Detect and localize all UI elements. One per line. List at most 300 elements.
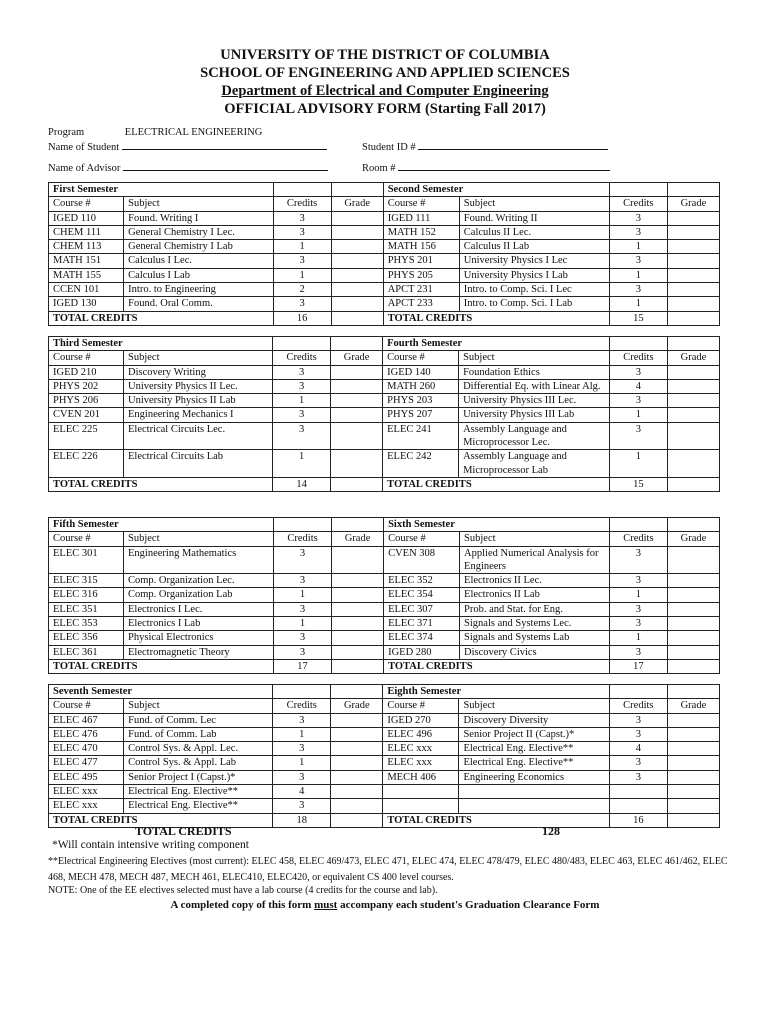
semester-title: First Semester bbox=[49, 183, 274, 197]
grade-cell[interactable] bbox=[331, 742, 383, 756]
semester-block-4 bbox=[48, 684, 720, 828]
course-code: IGED 140 bbox=[383, 365, 459, 379]
grade-cell[interactable] bbox=[667, 785, 719, 799]
total-credits-value: 17 bbox=[609, 659, 667, 673]
course-subject: General Chemistry I Lab bbox=[124, 240, 273, 254]
course-code: ELEC 353 bbox=[49, 617, 124, 631]
course-code: PHYS 203 bbox=[383, 394, 459, 408]
grade-cell[interactable] bbox=[667, 268, 719, 282]
course-code: ELEC xxx bbox=[49, 799, 124, 813]
col-credits: Credits bbox=[609, 197, 667, 211]
course-credits: 3 bbox=[609, 422, 667, 450]
grade-cell[interactable] bbox=[331, 770, 383, 784]
grade-cell[interactable] bbox=[331, 283, 383, 297]
table-row bbox=[49, 645, 720, 659]
col-course: Course # bbox=[49, 351, 124, 365]
course-subject: Differential Eq. with Linear Alg. bbox=[459, 379, 610, 393]
course-credits: 3 bbox=[274, 546, 332, 574]
grade-cell[interactable] bbox=[667, 408, 719, 422]
grade-cell[interactable] bbox=[667, 602, 719, 616]
semester-title: Third Semester bbox=[49, 337, 273, 351]
total-row bbox=[49, 311, 720, 325]
course-code: ELEC 225 bbox=[49, 422, 124, 450]
student-id-field[interactable] bbox=[418, 140, 608, 150]
course-code: ELEC 307 bbox=[384, 602, 460, 616]
column-header-row bbox=[49, 699, 720, 713]
room-field[interactable] bbox=[398, 161, 610, 171]
grade-cell[interactable] bbox=[667, 546, 719, 574]
course-credits: 1 bbox=[273, 727, 331, 741]
col-course: Course # bbox=[383, 699, 459, 713]
course-credits: 3 bbox=[273, 379, 331, 393]
course-credits: 3 bbox=[609, 574, 667, 588]
col-credits: Credits bbox=[609, 532, 667, 546]
col-subject: Subject bbox=[459, 351, 610, 365]
course-code: MATH 151 bbox=[49, 254, 124, 268]
course-code: CVEN 201 bbox=[49, 408, 124, 422]
table-row bbox=[49, 617, 720, 631]
table-row bbox=[49, 240, 720, 254]
electives-note: **Electrical Engineering Electives (most current): ELEC 458, ELEC 469/473, ELEC 471, ELEC 474, ELEC 478/479, ELEC 480/483, ELEC 463, ELEC 461/462, ELEC 468, MECH 478, MECH 487, MECH 461, ELEC410, ELEC420, or equivalent CS 400 level courses. bbox=[48, 856, 728, 883]
course-subject: Electrical Circuits Lab bbox=[124, 450, 273, 478]
course-code: MATH 155 bbox=[49, 268, 124, 282]
grade-cell[interactable] bbox=[667, 756, 719, 770]
col-credits: Credits bbox=[609, 351, 667, 365]
grade-cell[interactable] bbox=[331, 450, 383, 478]
course-credits: 3 bbox=[609, 617, 667, 631]
course-subject: Electrical Circuits Lec. bbox=[124, 422, 273, 450]
course-subject: Assembly Language and Microprocessor Lec. bbox=[459, 422, 610, 450]
course-code: IGED 280 bbox=[384, 645, 460, 659]
course-credits: 3 bbox=[273, 770, 331, 784]
course-code: ELEC xxx bbox=[383, 756, 459, 770]
col-course: Course # bbox=[49, 532, 124, 546]
column-header-row bbox=[49, 532, 720, 546]
total-credits-label: TOTAL CREDITS bbox=[49, 659, 274, 673]
total-credits-label: TOTAL CREDITS bbox=[383, 477, 610, 491]
course-subject: Engineering Mechanics I bbox=[124, 408, 273, 422]
table-row bbox=[49, 574, 720, 588]
total-credits-label: TOTAL CREDITS bbox=[49, 311, 274, 325]
table-row bbox=[49, 588, 720, 602]
course-subject: Foundation Ethics bbox=[459, 365, 610, 379]
total-credits-value: 18 bbox=[273, 813, 331, 827]
course-credits: 3 bbox=[273, 365, 331, 379]
course-subject bbox=[459, 799, 609, 813]
grade-cell[interactable] bbox=[332, 574, 384, 588]
course-subject: Electronics I Lab bbox=[124, 617, 274, 631]
course-code: ELEC 315 bbox=[49, 574, 124, 588]
course-subject: University Physics I Lab bbox=[459, 268, 609, 282]
course-code: MATH 156 bbox=[383, 240, 459, 254]
course-code: ELEC 477 bbox=[49, 756, 124, 770]
course-code bbox=[383, 785, 459, 799]
grade-cell[interactable] bbox=[331, 268, 383, 282]
grade-cell[interactable] bbox=[331, 727, 383, 741]
course-credits: 3 bbox=[609, 727, 667, 741]
course-code: ELEC 241 bbox=[383, 422, 459, 450]
grade-cell[interactable] bbox=[331, 211, 383, 225]
course-credits: 2 bbox=[273, 283, 331, 297]
course-subject: Discovery Writing bbox=[124, 365, 273, 379]
semester-title-row bbox=[49, 183, 720, 197]
course-subject: Discovery Civics bbox=[460, 645, 610, 659]
course-code: MATH 152 bbox=[383, 225, 459, 239]
table-row bbox=[49, 268, 720, 282]
col-course: Course # bbox=[383, 197, 459, 211]
col-grade: Grade bbox=[667, 351, 719, 365]
table-row bbox=[49, 379, 720, 393]
grade-cell[interactable] bbox=[667, 283, 719, 297]
grade-cell[interactable] bbox=[667, 240, 719, 254]
course-credits: 3 bbox=[273, 225, 331, 239]
table-row bbox=[49, 713, 720, 727]
course-credits: 1 bbox=[273, 756, 331, 770]
semester-title: Fourth Semester bbox=[383, 337, 610, 351]
course-credits: 3 bbox=[609, 713, 667, 727]
advisor-label: Name of Advisor bbox=[48, 163, 121, 174]
course-subject: Fund. of Comm. Lab bbox=[124, 727, 273, 741]
table-row bbox=[49, 254, 720, 268]
room-row bbox=[362, 161, 610, 175]
grade-cell[interactable] bbox=[331, 785, 383, 799]
grade-cell[interactable] bbox=[667, 450, 719, 478]
course-code: CHEM 113 bbox=[49, 240, 124, 254]
total-credits-value: 15 bbox=[609, 311, 667, 325]
grade-cell[interactable] bbox=[332, 645, 384, 659]
total-credits-value: 16 bbox=[609, 813, 667, 827]
col-subject: Subject bbox=[459, 699, 609, 713]
table-row bbox=[49, 422, 720, 450]
course-code: ELEC xxx bbox=[49, 785, 124, 799]
semester-title-row bbox=[49, 337, 720, 351]
grade-cell[interactable] bbox=[332, 546, 384, 574]
semester-title-row bbox=[49, 518, 720, 532]
col-credits: Credits bbox=[273, 351, 331, 365]
program-row bbox=[48, 126, 262, 139]
course-code: ELEC 242 bbox=[383, 450, 459, 478]
table-row bbox=[49, 394, 720, 408]
course-subject: University Physics I Lec bbox=[459, 254, 609, 268]
col-grade: Grade bbox=[667, 197, 719, 211]
writing-note: *Will contain intensive writing component bbox=[52, 839, 249, 851]
grade-cell[interactable] bbox=[331, 713, 383, 727]
table-row bbox=[49, 211, 720, 225]
grade-cell[interactable] bbox=[332, 631, 384, 645]
course-subject: Control Sys. & Appl. Lec. bbox=[124, 742, 273, 756]
course-code: IGED 110 bbox=[49, 211, 124, 225]
course-credits: 3 bbox=[274, 574, 332, 588]
course-credits: 1 bbox=[274, 588, 332, 602]
semester-title: Eighth Semester bbox=[383, 685, 609, 699]
course-credits: 3 bbox=[274, 631, 332, 645]
program-label: Program bbox=[48, 127, 85, 138]
grand-total-label: TOTAL CREDITS bbox=[135, 824, 232, 838]
course-subject: General Chemistry I Lec. bbox=[124, 225, 273, 239]
grade-cell[interactable] bbox=[331, 225, 383, 239]
course-code: CVEN 308 bbox=[384, 546, 460, 574]
table-row bbox=[49, 785, 720, 799]
course-credits bbox=[609, 785, 667, 799]
course-code: ELEC 301 bbox=[49, 546, 124, 574]
course-credits: 1 bbox=[609, 450, 667, 478]
grade-cell[interactable] bbox=[331, 379, 383, 393]
advisor-row bbox=[48, 161, 328, 175]
grade-cell[interactable] bbox=[331, 422, 383, 450]
grade-cell[interactable] bbox=[331, 394, 383, 408]
course-code: ELEC 495 bbox=[49, 770, 124, 784]
course-credits: 4 bbox=[273, 785, 331, 799]
student-name-row bbox=[48, 140, 327, 154]
advisor-field[interactable] bbox=[123, 161, 328, 171]
table-row bbox=[49, 631, 720, 645]
grade-cell[interactable] bbox=[331, 254, 383, 268]
grade-cell[interactable] bbox=[332, 602, 384, 616]
semester-title: Fifth Semester bbox=[49, 518, 274, 532]
course-credits: 3 bbox=[609, 225, 667, 239]
course-credits: 3 bbox=[609, 770, 667, 784]
col-subject: Subject bbox=[459, 197, 609, 211]
col-grade: Grade bbox=[667, 699, 719, 713]
course-credits: 1 bbox=[609, 297, 667, 311]
grade-cell[interactable] bbox=[667, 645, 719, 659]
table-row bbox=[49, 283, 720, 297]
column-header-row bbox=[49, 351, 720, 365]
course-credits: 1 bbox=[273, 450, 331, 478]
col-course: Course # bbox=[383, 351, 459, 365]
course-code: ELEC 361 bbox=[49, 645, 124, 659]
grade-cell[interactable] bbox=[331, 756, 383, 770]
total-credits-value: 14 bbox=[273, 477, 331, 491]
table-row bbox=[49, 297, 720, 311]
course-subject: Electromagnetic Theory bbox=[124, 645, 274, 659]
course-subject: Electrical Eng. Elective** bbox=[459, 756, 609, 770]
col-subject: Subject bbox=[124, 532, 274, 546]
course-subject: University Physics III Lab bbox=[459, 408, 610, 422]
course-credits: 1 bbox=[273, 240, 331, 254]
grade-cell[interactable] bbox=[667, 394, 719, 408]
course-subject bbox=[459, 785, 609, 799]
col-course: Course # bbox=[384, 532, 460, 546]
course-subject: Found. Writing I bbox=[124, 211, 273, 225]
course-subject: Electronics II Lec. bbox=[460, 574, 610, 588]
total-credits-label: TOTAL CREDITS bbox=[383, 311, 609, 325]
course-credits: 3 bbox=[273, 297, 331, 311]
course-subject: Assembly Language and Microprocessor Lab bbox=[459, 450, 610, 478]
course-subject: Prob. and Stat. for Eng. bbox=[460, 602, 610, 616]
course-subject: Electronics I Lec. bbox=[124, 602, 274, 616]
table-row bbox=[49, 756, 720, 770]
semester-title: Seventh Semester bbox=[49, 685, 273, 699]
course-code: MATH 260 bbox=[383, 379, 459, 393]
course-code: ELEC xxx bbox=[383, 742, 459, 756]
course-subject: Found. Oral Comm. bbox=[124, 297, 273, 311]
course-credits: 3 bbox=[273, 408, 331, 422]
course-code: ELEC 356 bbox=[49, 631, 124, 645]
col-credits: Credits bbox=[273, 699, 331, 713]
total-credits-value: 16 bbox=[273, 311, 331, 325]
course-code: PHYS 201 bbox=[383, 254, 459, 268]
grade-cell[interactable] bbox=[667, 225, 719, 239]
course-subject: University Physics II Lab bbox=[124, 394, 273, 408]
course-credits: 3 bbox=[609, 756, 667, 770]
grade-cell[interactable] bbox=[331, 408, 383, 422]
course-code: CCEN 101 bbox=[49, 283, 124, 297]
course-credits: 3 bbox=[274, 645, 332, 659]
grade-cell[interactable] bbox=[667, 254, 719, 268]
course-subject: Signals and Systems Lab bbox=[460, 631, 610, 645]
col-credits: Credits bbox=[273, 197, 331, 211]
student-id-row bbox=[362, 140, 608, 154]
course-credits: 3 bbox=[273, 799, 331, 813]
course-credits: 3 bbox=[273, 422, 331, 450]
course-code: ELEC 470 bbox=[49, 742, 124, 756]
course-code: ELEC 351 bbox=[49, 602, 124, 616]
grade-cell[interactable] bbox=[667, 297, 719, 311]
course-subject: Calculus I Lec. bbox=[124, 254, 273, 268]
table-row bbox=[49, 742, 720, 756]
col-subject: Subject bbox=[460, 532, 610, 546]
course-subject: Engineering Mathematics bbox=[124, 546, 274, 574]
course-subject: Electrical Eng. Elective** bbox=[124, 799, 273, 813]
course-code: IGED 130 bbox=[49, 297, 124, 311]
form-title: OFFICIAL ADVISORY FORM (Starting Fall 2017) bbox=[224, 101, 546, 117]
course-code: PHYS 202 bbox=[49, 379, 124, 393]
course-subject: Comp. Organization Lab bbox=[124, 588, 274, 602]
course-code: MECH 406 bbox=[383, 770, 459, 784]
col-course: Course # bbox=[49, 197, 124, 211]
course-credits: 3 bbox=[609, 546, 667, 574]
col-grade: Grade bbox=[331, 197, 383, 211]
grade-cell[interactable] bbox=[667, 713, 719, 727]
course-code: ELEC 226 bbox=[49, 450, 124, 478]
grade-cell[interactable] bbox=[667, 422, 719, 450]
course-code: IGED 111 bbox=[383, 211, 459, 225]
semester-title: Second Semester bbox=[383, 183, 609, 197]
grade-cell[interactable] bbox=[332, 588, 384, 602]
closing-text: accompany each student's Graduation Clearance Form bbox=[337, 899, 600, 911]
total-credits-value: 15 bbox=[609, 477, 667, 491]
semester-block-2 bbox=[48, 336, 720, 492]
table-row bbox=[49, 727, 720, 741]
closing-statement bbox=[0, 898, 770, 912]
course-subject: Intro. to Engineering bbox=[124, 283, 273, 297]
course-credits: 4 bbox=[609, 742, 667, 756]
course-code bbox=[383, 799, 459, 813]
course-subject: Senior Project I (Capst.)* bbox=[124, 770, 273, 784]
grade-cell[interactable] bbox=[667, 365, 719, 379]
grade-cell[interactable] bbox=[667, 631, 719, 645]
course-subject: Comp. Organization Lec. bbox=[124, 574, 274, 588]
total-credits-label: TOTAL CREDITS bbox=[49, 813, 273, 827]
table-row bbox=[49, 770, 720, 784]
total-credits-label: TOTAL CREDITS bbox=[383, 813, 609, 827]
grade-cell[interactable] bbox=[667, 574, 719, 588]
col-grade: Grade bbox=[332, 532, 384, 546]
course-credits: 3 bbox=[609, 211, 667, 225]
course-subject: Applied Numerical Analysis for Engineers bbox=[460, 546, 610, 574]
col-subject: Subject bbox=[124, 351, 273, 365]
course-subject: University Physics II Lec. bbox=[124, 379, 273, 393]
course-subject: Calculus I Lab bbox=[124, 268, 273, 282]
course-credits: 3 bbox=[609, 365, 667, 379]
grade-cell[interactable] bbox=[331, 240, 383, 254]
course-credits: 1 bbox=[609, 588, 667, 602]
table-row bbox=[49, 799, 720, 813]
grade-cell[interactable] bbox=[667, 588, 719, 602]
course-code: APCT 231 bbox=[383, 283, 459, 297]
course-code: PHYS 207 bbox=[383, 408, 459, 422]
course-code: ELEC 476 bbox=[49, 727, 124, 741]
total-credits-label: TOTAL CREDITS bbox=[384, 659, 610, 673]
course-credits: 3 bbox=[273, 713, 331, 727]
grade-cell[interactable] bbox=[331, 799, 383, 813]
student-id-label: Student ID # bbox=[362, 142, 416, 153]
col-subject: Subject bbox=[124, 197, 273, 211]
program-value: ELECTRICAL ENGINEERING bbox=[124, 127, 263, 138]
course-code: CHEM 111 bbox=[49, 225, 124, 239]
student-name-field[interactable] bbox=[122, 140, 327, 150]
grade-cell[interactable] bbox=[331, 297, 383, 311]
grade-cell[interactable] bbox=[667, 617, 719, 631]
course-subject: Control Sys. & Appl. Lab bbox=[124, 756, 273, 770]
lab-note: NOTE: One of the EE electives selected must have a lab course (4 credits for the course and lab). bbox=[48, 885, 438, 896]
grade-cell[interactable] bbox=[667, 799, 719, 813]
grade-cell[interactable] bbox=[667, 742, 719, 756]
grand-total-value: 128 bbox=[542, 824, 560, 838]
course-code: PHYS 206 bbox=[49, 394, 124, 408]
course-credits: 3 bbox=[609, 283, 667, 297]
course-credits: 3 bbox=[609, 254, 667, 268]
course-code: ELEC 352 bbox=[384, 574, 460, 588]
school-name: SCHOOL OF ENGINEERING AND APPLIED SCIENCES bbox=[200, 65, 570, 81]
course-credits: 3 bbox=[273, 211, 331, 225]
course-code: ELEC 496 bbox=[383, 727, 459, 741]
table-row bbox=[49, 408, 720, 422]
course-code: ELEC 371 bbox=[384, 617, 460, 631]
course-credits: 3 bbox=[609, 602, 667, 616]
total-credits-label: TOTAL CREDITS bbox=[49, 477, 273, 491]
col-credits: Credits bbox=[609, 699, 667, 713]
course-credits: 3 bbox=[609, 394, 667, 408]
course-subject: Senior Project II (Capst.)* bbox=[459, 727, 609, 741]
course-subject: Calculus II Lab bbox=[459, 240, 609, 254]
col-subject: Subject bbox=[124, 699, 273, 713]
department-name: Department of Electrical and Computer Engineering bbox=[221, 83, 549, 99]
course-subject: Fund. of Comm. Lec bbox=[124, 713, 273, 727]
university-name: UNIVERSITY OF THE DISTRICT OF COLUMBIA bbox=[220, 47, 550, 63]
grade-cell[interactable] bbox=[667, 727, 719, 741]
course-credits: 1 bbox=[273, 394, 331, 408]
course-credits: 3 bbox=[273, 254, 331, 268]
table-row bbox=[49, 602, 720, 616]
grade-cell[interactable] bbox=[667, 379, 719, 393]
col-course: Course # bbox=[49, 699, 124, 713]
course-code: ELEC 316 bbox=[49, 588, 124, 602]
grade-cell[interactable] bbox=[667, 211, 719, 225]
grade-cell[interactable] bbox=[667, 770, 719, 784]
course-credits: 1 bbox=[609, 240, 667, 254]
grade-cell[interactable] bbox=[331, 365, 383, 379]
course-code: PHYS 205 bbox=[383, 268, 459, 282]
table-row bbox=[49, 225, 720, 239]
course-subject: University Physics III Lec. bbox=[459, 394, 610, 408]
course-code: IGED 210 bbox=[49, 365, 124, 379]
course-subject: Physical Electronics bbox=[124, 631, 274, 645]
course-subject: Intro. to Comp. Sci. I Lec bbox=[459, 283, 609, 297]
course-subject: Electronics II Lab bbox=[460, 588, 610, 602]
grade-cell[interactable] bbox=[332, 617, 384, 631]
